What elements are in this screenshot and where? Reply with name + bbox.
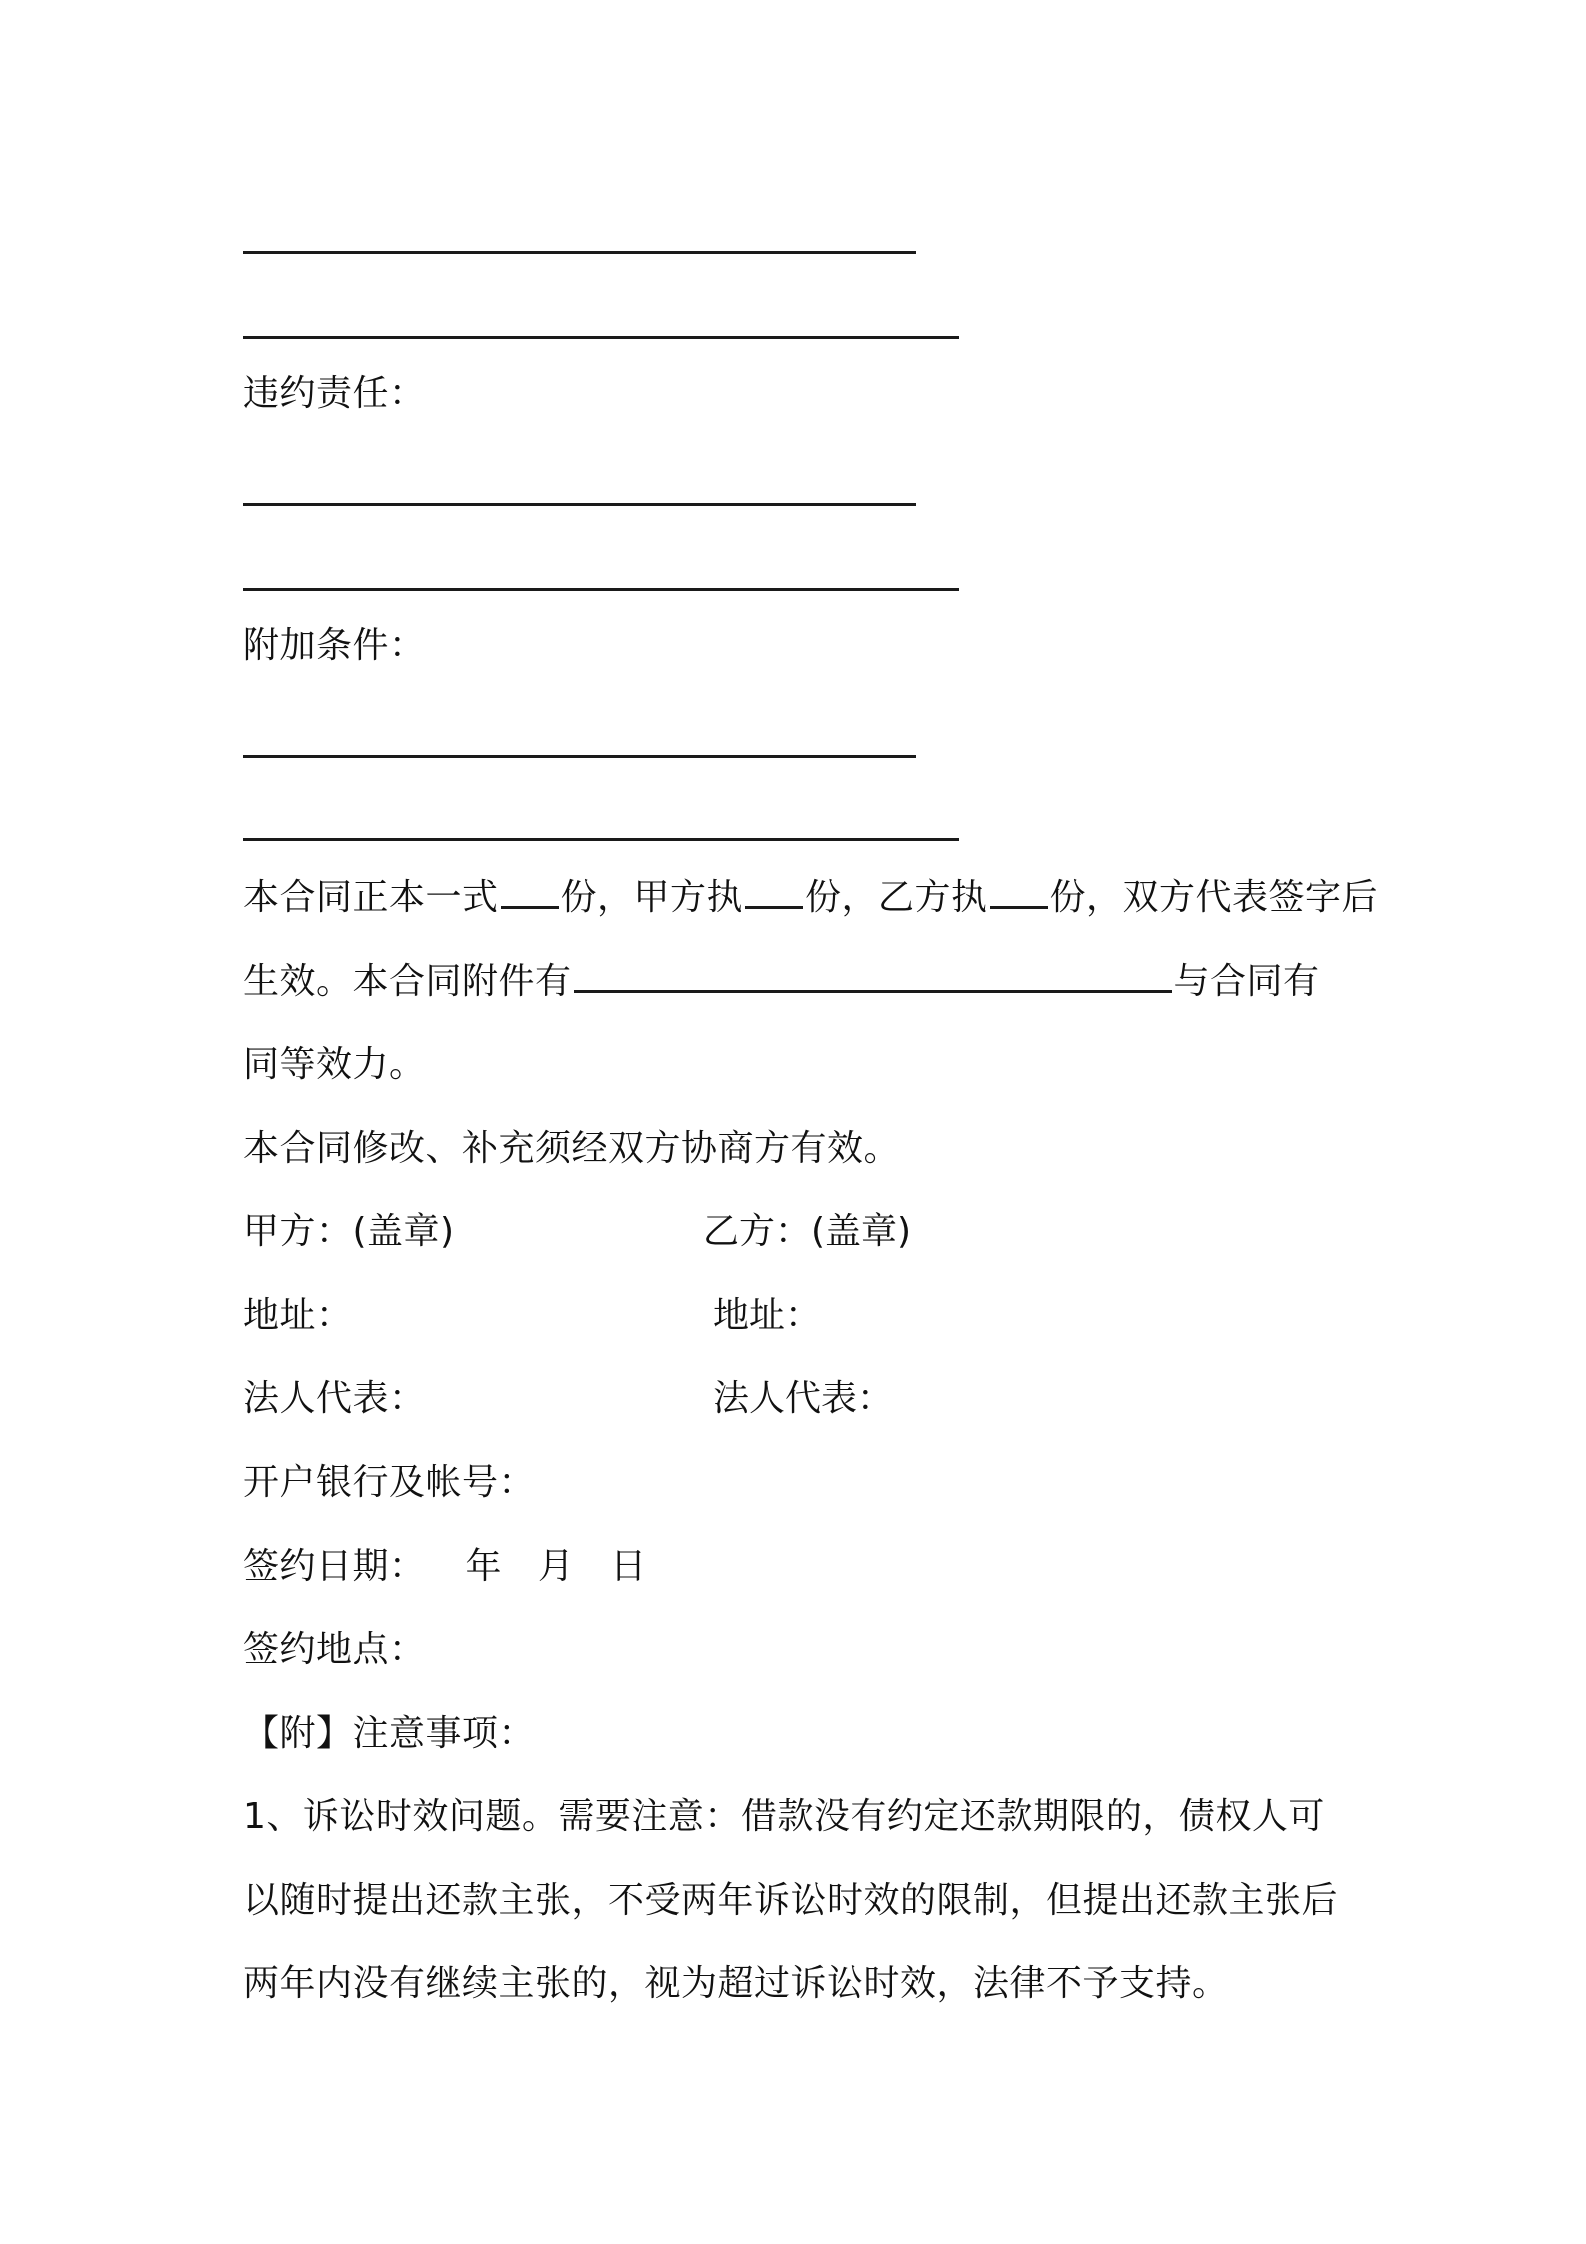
blank-field [501, 876, 559, 909]
party-b-legal-rep: 法人代表： [713, 1378, 894, 1419]
copies-text: 份，乙方执 [805, 877, 988, 918]
party-a-address: 地址： [243, 1295, 353, 1336]
copies-clause-line2 [243, 958, 1320, 1006]
blank-line [243, 755, 916, 758]
day-label: 日 [610, 1546, 647, 1587]
notes-item-1-line-1: 1、诉讼时效问题。需要注意：借款没有约定还款期限的，债权人可 [243, 1796, 1325, 1837]
month-label: 月 [537, 1546, 575, 1587]
notes-heading: 【附】注意事项： [243, 1713, 536, 1754]
year-label: 年 [465, 1546, 503, 1587]
section-breach-heading: 违约责任： [243, 373, 426, 414]
copies-text: 与合同有 [1173, 961, 1320, 1002]
copies-text: 本合同正本一式 [243, 877, 499, 918]
copies-text: 份，双方代表签字后 [1049, 877, 1379, 918]
attachment-blank-field [574, 960, 1172, 993]
party-a-title: 甲方：(盖章) [243, 1211, 455, 1252]
party-a-bank-account: 开户银行及帐号： [243, 1462, 536, 1503]
blank-line [243, 336, 959, 339]
blank-line [243, 251, 916, 254]
signing-date-label: 签约日期： [243, 1546, 426, 1587]
copies-clause-line3: 同等效力。 [243, 1044, 426, 1085]
blank-field [745, 876, 803, 909]
blank-field [990, 876, 1048, 909]
amendment-clause: 本合同修改、补充须经双方协商方有效。 [243, 1128, 901, 1169]
notes-item-1-line-2: 以随时提出还款主张，不受两年诉讼时效的限制，但提出还款主张后 [243, 1880, 1339, 1921]
copies-text: 份，甲方执 [560, 877, 744, 918]
blank-line [243, 838, 959, 841]
signing-place: 签约地点： [243, 1629, 426, 1670]
copies-clause-line1 [243, 874, 1378, 922]
copies-text: 生效。本合同附件有 [243, 961, 572, 1002]
signing-date [243, 1543, 647, 1591]
section-additional-heading: 附加条件： [243, 625, 426, 666]
notes-item-1-line-3: 两年内没有继续主张的，视为超过诉讼时效，法律不予支持。 [243, 1963, 1229, 2004]
blank-line [243, 503, 916, 506]
blank-line [243, 588, 959, 591]
party-b-address: 地址： [713, 1295, 822, 1336]
party-b-title: 乙方：(盖章) [703, 1211, 912, 1252]
party-a-legal-rep: 法人代表： [243, 1378, 426, 1419]
